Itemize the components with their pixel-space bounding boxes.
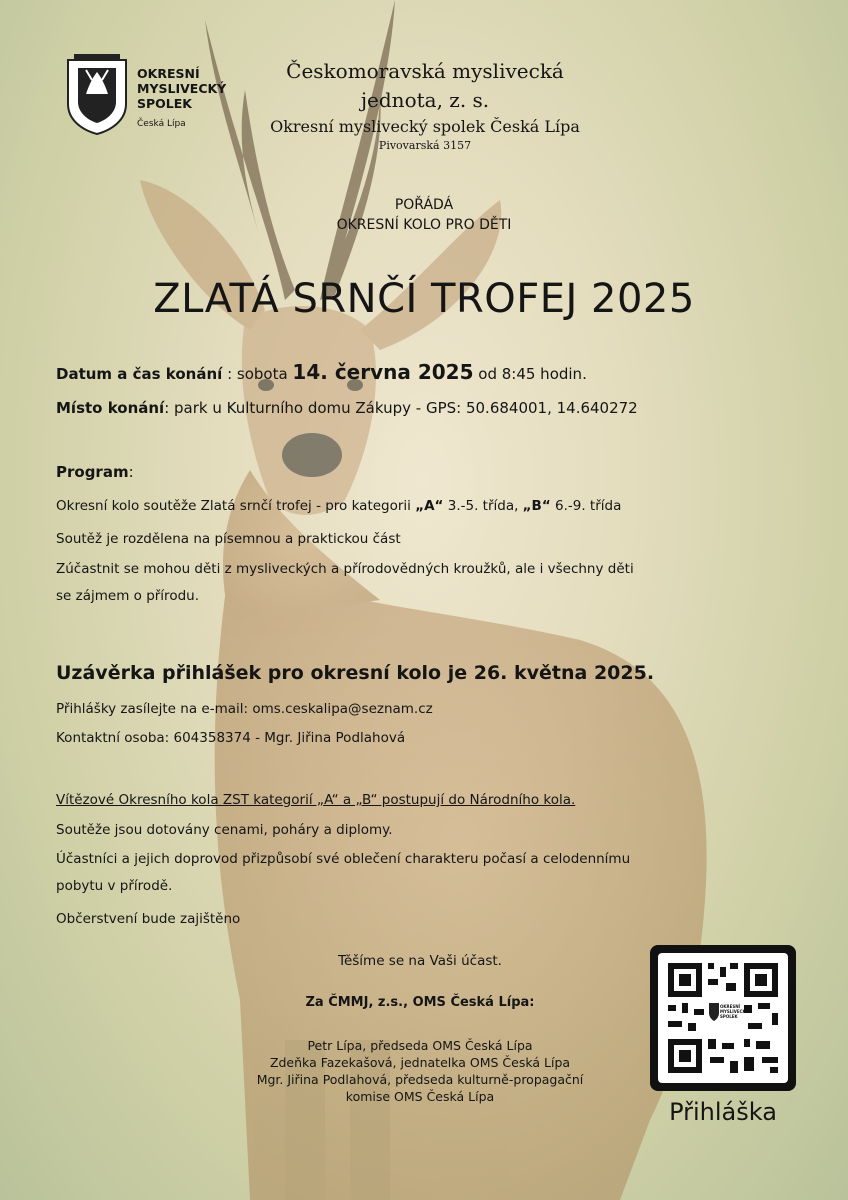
org-spolek: Okresní myslivecký spolek Česká Lípa xyxy=(270,117,580,136)
oms-emblem-icon xyxy=(64,54,130,136)
signatures xyxy=(180,1037,660,1105)
weather-line1: Účastníci a jejich doprovod přizpůsobí své oblečení charakteru počasí a celodennímu xyxy=(56,851,631,867)
greeting: Těšíme se na Vaši účast. xyxy=(338,953,502,969)
logo-city: Česká Lípa xyxy=(137,119,186,129)
org-name-line1: Českomoravská myslivecká xyxy=(286,59,564,83)
program-label: Program xyxy=(56,463,129,481)
signed-for: Za ČMMJ, z.s., OMS Česká Lípa: xyxy=(305,995,535,1010)
weather-line2: pobytu v přírodě. xyxy=(56,878,173,894)
program-text-c: 3.-5. třída, xyxy=(443,498,523,514)
program-colon: : xyxy=(128,463,134,481)
category-b: „B“ xyxy=(522,498,551,514)
program-line2: Soutěž je rozdělena na písemnou a praktickou část xyxy=(56,531,401,547)
deadline-headline: Uzávěrka přihlášek pro okresní kolo je 26. května 2025. xyxy=(56,662,655,684)
logo-line3: SPOLEK xyxy=(137,96,192,111)
org-name xyxy=(240,57,610,115)
qr-logo-line2: MYSLIVECKÝ xyxy=(720,1009,749,1014)
place-label: Místo konání xyxy=(56,399,165,417)
prizes-line: Soutěže jsou dotovány cenami, poháry a diplomy. xyxy=(56,822,393,838)
logo-line1: OKRESNÍ xyxy=(137,66,200,81)
email-line: Přihlášky zasílejte na e-mail: oms.ceskalipa@seznam.cz xyxy=(56,701,433,717)
signature-3: Mgr. Jiřina Podlahová, předseda kulturně-propagační xyxy=(256,1072,584,1087)
winners-line: Vítězové Okresního kola ZST kategorií „A“ a „B“ postupují do Národního kola. xyxy=(56,792,576,808)
category-a: „A“ xyxy=(415,498,444,514)
logo-line2: MYSLIVECKÝ xyxy=(137,81,227,96)
contact-line: Kontaktní osoba: 604358374 - Mgr. Jiřina Podlahová xyxy=(56,730,406,746)
logo-wordmark xyxy=(137,66,247,111)
event-heading xyxy=(0,195,848,235)
place-value: : park u Kulturního domu Zákupy - GPS: 50.684001, 14.640272 xyxy=(164,399,638,417)
event-time: od 8:45 hodin. xyxy=(473,365,587,383)
org-address: Pivovarská 3157 xyxy=(378,139,472,152)
signature-4: komise OMS Česká Lípa xyxy=(345,1089,495,1104)
program-line1 xyxy=(56,498,621,514)
datetime-label: Datum a čas konání xyxy=(56,365,223,383)
program-text-e: 6.-9. třída xyxy=(550,498,622,514)
qr-code[interactable] xyxy=(658,953,788,1083)
program-text-a: Okresní kolo soutěže Zlatá srnčí trofej - pro kategorii xyxy=(56,498,416,514)
signature-2: Zdeňka Fazekašová, jednatelka OMS Česká Lípa xyxy=(269,1055,571,1070)
food-line: Občerstvení bude zajištěno xyxy=(56,911,241,927)
qr-caption: Přihláška xyxy=(669,1098,777,1126)
round-label: OKRESNÍ KOLO PRO DĚTI xyxy=(336,217,512,233)
porada-label: POŘÁDÁ xyxy=(394,197,454,213)
program-heading xyxy=(56,463,134,481)
event-date: 14. června 2025 xyxy=(292,360,474,384)
signature-1: Petr Lípa, předseda OMS Česká Lípa xyxy=(307,1038,533,1053)
org-name-line2: jednota, z. s. xyxy=(360,88,490,112)
qr-code-frame[interactable] xyxy=(650,945,796,1091)
qr-logo-text xyxy=(720,1004,749,1019)
qr-logo-line3: SPOLEK xyxy=(720,1014,738,1019)
program-line3: Zúčastnit se mohou děti z mysliveckých a přírodovědných kroužků, ale i všechny děti xyxy=(56,561,634,577)
datetime-sep: : sobota xyxy=(222,365,293,383)
page-title: ZLATÁ SRNČÍ TROFEJ 2025 xyxy=(153,276,695,322)
datetime-line xyxy=(56,360,587,384)
place-line xyxy=(56,399,638,417)
qr-logo-line1: OKRESNÍ xyxy=(720,1004,741,1009)
program-line4: se zájmem o přírodu. xyxy=(56,588,199,604)
